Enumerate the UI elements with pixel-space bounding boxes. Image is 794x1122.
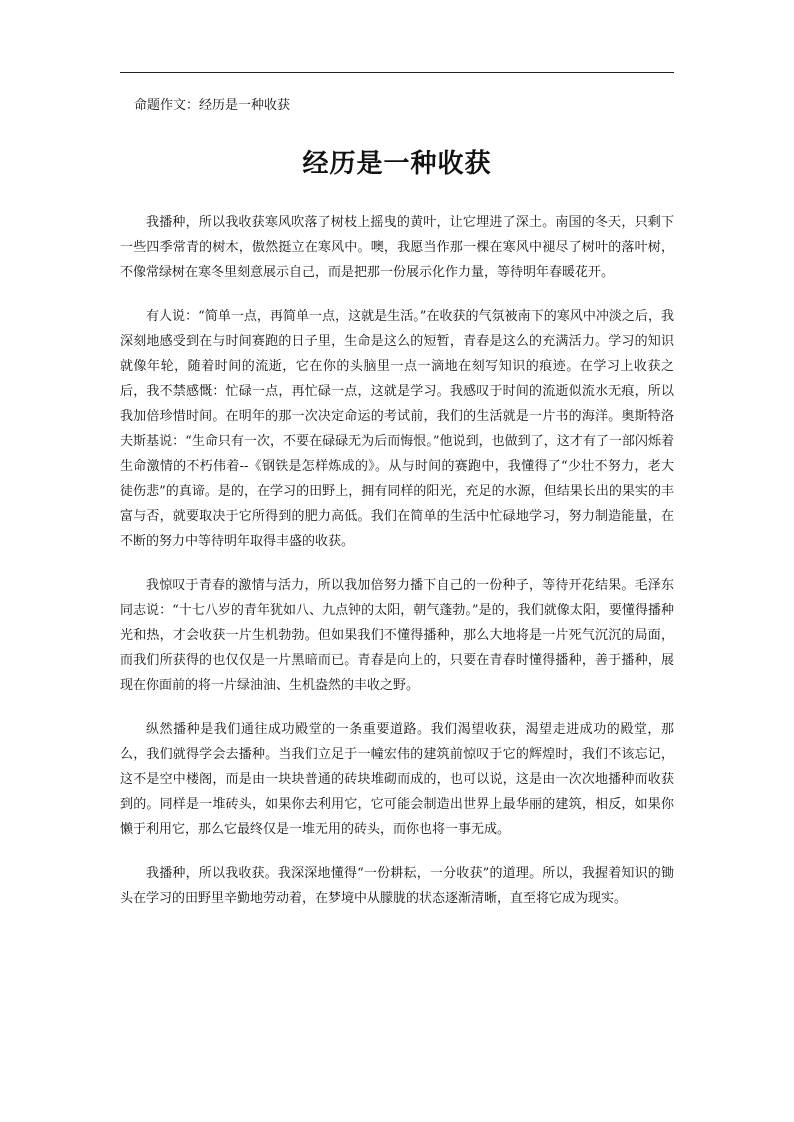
header-rule (120, 72, 674, 73)
paragraph-2: 有人说：“简单一点，再简单一点，这就是生活。”在收获的气氛被南下的寒风中冲淡之后，我深刻地感受到在与时间赛跑的日子里，生命是这么的短暂，青春是这么的充满活力。学习的知识就像年轮，随着时间的流逝，它在你的头脑里一点一滴地在刻写知识的痕迹。在学习上收获之后，我不禁感慨：忙碌一点，再忙碌一点，这就是学习。我感叹于时间的流逝似流水无痕，所以我加倍珍惜时间。在明年的那一次决定命运的考试前，我们的生活就是一片书的海洋。奥斯特洛夫斯基说：“生命只有一次，不要在碌碌无为后而悔恨。”他说到，也做到了，这才有了一部闪烁着生命激情的不朽伟着--《钢铁是怎样炼成的》。从与时间的赛跑中，我懂得了“少壮不努力，老大徒伤悲”的真谛。是的，在学习的田野上，拥有同样的阳光，充足的水源，但结果长出的果实的丰富与否，就要取决于它所得到的肥力高低。我们在简单的生活中忙碌地学习，努力制造能量，在不断的努力中等待明年取得丰盛的收获。 (120, 309, 674, 549)
paragraph-3: 我惊叹于青春的激情与活力，所以我加倍努力播下自己的一份种子，等待开花结果。毛泽东同志说：“十七八岁的青年犹如八、九点钟的太阳，朝气蓬勃。”是的，我们就像太阳，要懂得播种光和热，才会收获一片生机勃勃。但如果我们不懂得播种，那么大地将是一片死气沉沉的局面，而我们所获得的也仅仅是一片黑暗而已。青春是向上的，只要在青春时懂得播种，善于播种，展现在你面前的将一片绿油油、生机盎然的丰收之野。 (120, 578, 674, 693)
document-body (120, 210, 674, 930)
paragraph-4: 纵然播种是我们通往成功殿堂的一条重要道路。我们渴望收获，渴望走进成功的殿堂，那么，我们就得学会去播种。当我们立足于一幢宏伟的建筑前惊叹于它的辉煌时，我们不该忘记，这不是空中楼阁，而是由一块块普通的砖块堆砌而成的，也可以说，这是由一次次地播种而收获到的。同样是一堆砖头，如果你去利用它，它可能会制造出世界上最华丽的建筑，相反，如果你懒于利用它，那么它最终仅是一堆无用的砖头，而你也将一事无成。 (120, 722, 674, 837)
paragraph-1: 我播种，所以我收获寒风吹落了树枝上摇曳的黄叶，让它埋进了深土。南国的冬天，只剩下一些四季常青的树木，傲然挺立在寒风中。噢，我愿当作那一棵在寒风中褪尽了树叶的落叶树，不像常绿树在寒冬里刻意展示自己，而是把那一份展示化作力量，等待明年春暖花开。 (120, 215, 674, 280)
document-subtitle: 命题作文：经历是一种收获 (134, 98, 291, 113)
paragraph-5: 我播种，所以我收获。我深深地懂得“一份耕耘，一分收获”的道理。所以，我握着知识的锄头在学习的田野里辛勤地劳动着，在梦境中从朦胧的状态逐渐清晰，直至将它成为现实。 (120, 866, 674, 906)
document-title: 经历是一种收获 (302, 149, 492, 179)
